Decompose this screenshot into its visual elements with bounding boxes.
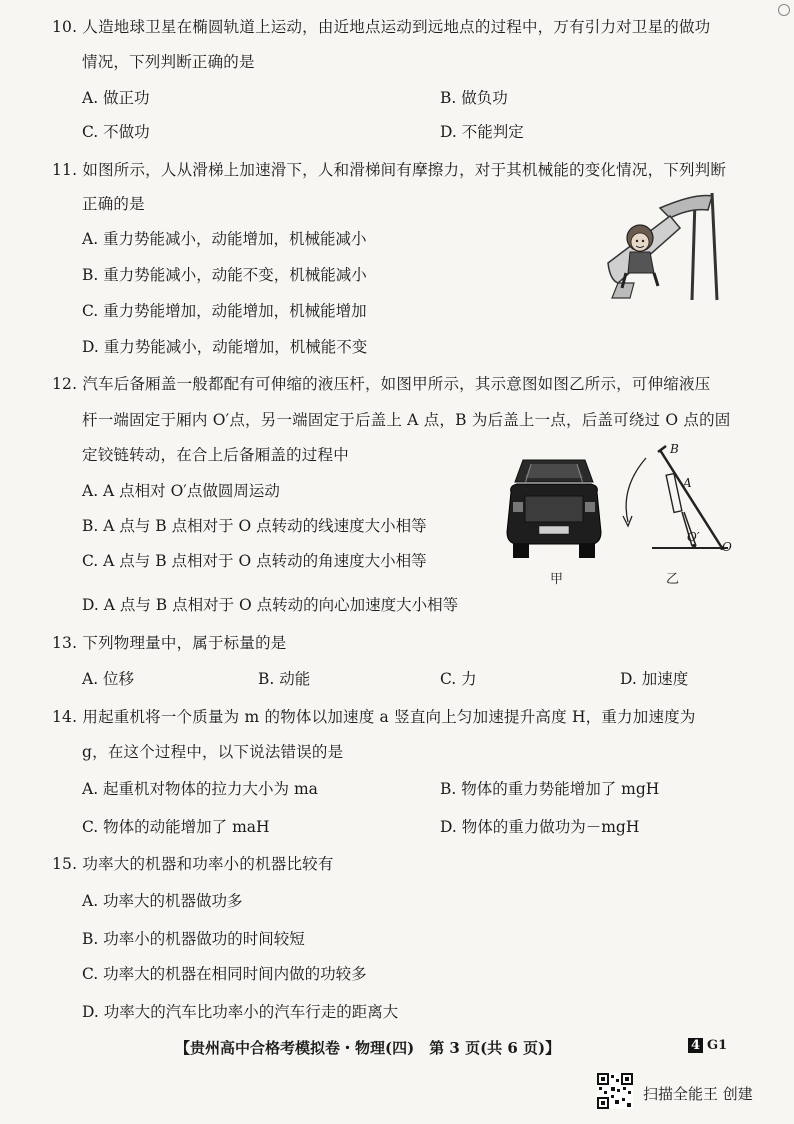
q10-option-a: A. 做正功: [82, 89, 150, 107]
q15-option-c: C. 功率大的机器在相同时间内做的功较多: [82, 965, 367, 983]
q14-option-b: B. 物体的重力势能增加了 mgH: [440, 780, 660, 798]
q12-option-b: B. A 点与 B 点相对于 O 点转动的线速度大小相等: [82, 517, 427, 535]
corner-mark: [778, 4, 790, 16]
q12-option-c: C. A 点与 B 点相对于 O 点转动的角速度大小相等: [82, 552, 427, 570]
page-footer: 【贵州高中合格考模拟卷・物理(四) 第 3 页(共 6 页)】: [175, 1039, 561, 1057]
point-o-prime-label: O′: [687, 530, 700, 544]
qr-code-icon: [597, 1073, 633, 1109]
paper-code-badge: [688, 1038, 727, 1053]
q10-option-b: B. 做负功: [440, 89, 508, 107]
q11-stem-line1: 11. 如图所示，人从滑梯上加速滑下，人和滑梯间有摩擦力，对于其机械能的变化情况，下列判断: [52, 161, 727, 179]
q10-option-d: D. 不能判定: [440, 123, 524, 141]
q15-option-d: D. 功率大的汽车比功率小的汽车行走的距离大: [82, 1003, 399, 1021]
q11-option-b: B. 重力势能减小，动能不变，机械能减小: [82, 266, 367, 284]
q14-stem-line1: 14. 用起重机将一个质量为 m 的物体以加速度 a 竖直向上匀加速提升高度 H，重力加速度为: [52, 708, 696, 726]
fig-label-jia: 甲: [550, 572, 564, 587]
q12-stem-line2: 杆一端固定于厢内 O′点，另一端固定于后盖上 A 点，B 为后盖上一点，后盖可绕过 O 点的固: [82, 411, 731, 429]
q14-option-d: D. 物体的重力做功为－mgH: [440, 818, 640, 836]
slide-illustration: [600, 188, 730, 306]
q11-option-c: C. 重力势能增加，动能增加，机械能增加: [82, 302, 367, 320]
q10-option-c: C. 不做功: [82, 123, 150, 141]
q13-option-a: A. 位移: [82, 670, 135, 688]
q14-option-c: C. 物体的动能增加了 maH: [82, 818, 270, 836]
q14-option-a: A. 起重机对物体的拉力大小为 ma: [82, 780, 318, 798]
q12-option-a: A. A 点相对 O′点做圆周运动: [82, 482, 280, 500]
point-b-label: B: [670, 442, 679, 456]
q12-stem-line1: 12. 汽车后备厢盖一般都配有可伸缩的液压杆，如图甲所示，其示意图如图乙所示，可伸缩液压: [52, 375, 711, 393]
q12-stem-line3: 定铰链转动，在合上后备厢盖的过程中: [82, 446, 349, 464]
scanner-watermark: 扫描全能王 创建: [643, 1085, 753, 1103]
q15-stem-line1: 15. 功率大的机器和功率小的机器比较有: [52, 855, 334, 873]
q13-option-c: C. 力: [440, 670, 477, 688]
q12-option-d: D. A 点与 B 点相对于 O 点转动的向心加速度大小相等: [82, 596, 459, 614]
fig-label-yi: 乙: [666, 572, 680, 587]
car-trunk-photo: [503, 452, 605, 562]
q13-option-b: B. 动能: [258, 670, 311, 688]
paper-code-number: 4: [688, 1038, 703, 1053]
paper-code: G1: [707, 1038, 728, 1053]
q14-stem-line2: g，在这个过程中，以下说法错误的是: [82, 743, 344, 761]
q15-option-a: A. 功率大的机器做功多: [82, 892, 243, 910]
q10-stem-line2: 情况，下列判断正确的是: [82, 53, 255, 71]
q13-stem-line1: 13. 下列物理量中，属于标量的是: [52, 634, 287, 652]
q13-option-d: D. 加速度: [620, 670, 689, 688]
q11-option-a: A. 重力势能减小，动能增加，机械能减小: [82, 230, 367, 248]
trunk-schematic: [610, 438, 740, 563]
point-o-label: O: [722, 540, 732, 554]
q11-stem-line2: 正确的是: [82, 195, 145, 213]
q15-option-b: B. 功率小的机器做功的时间较短: [82, 930, 305, 948]
q10-stem-line1: 10. 人造地球卫星在椭圆轨道上运动，由近地点运动到远地点的过程中，万有引力对卫星的做功: [52, 18, 711, 36]
q11-option-d: D. 重力势能减小，动能增加，机械能不变: [82, 338, 368, 356]
point-a-label: A: [683, 476, 692, 490]
